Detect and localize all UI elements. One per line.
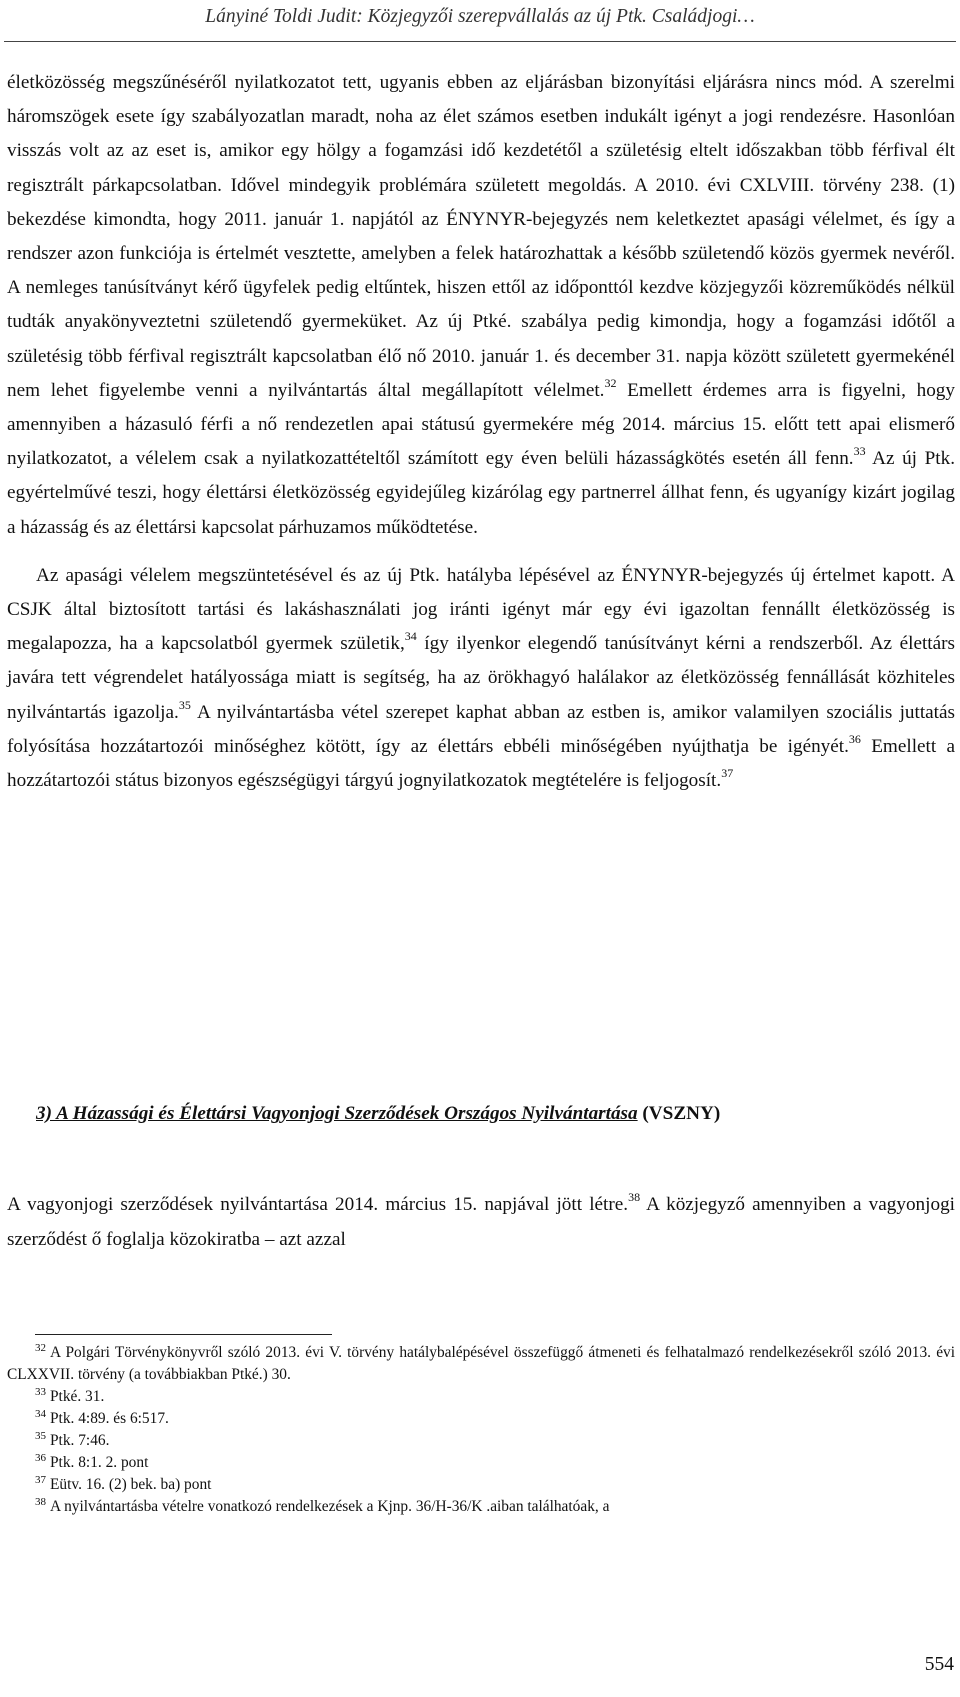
footnote-number: 34: [35, 1408, 46, 1420]
section-heading: [7, 1097, 955, 1131]
header-divider: [4, 41, 956, 42]
section-heading-title: 3) A Házassági és Élettársi Vagyonjogi Szerződések Országos Nyilvántartása: [36, 1103, 638, 1124]
footnote-ref-33[interactable]: 33: [853, 444, 866, 459]
paragraph-1-part-a: életközösség megszűnéséről nyilatkozatot tett, ugyanis ebben az eljárásban bizonyítási eljárásra nincs mód. A szerelmi háromszögek esete így szabályozatlan maradt, noha az élet számos esetben indukált igényt a jogi rendezésre. Hasonlóan visszás volt az az eset is, amikor egy hölgy a fogamzási idő kezdetétől a születésig eltelt időszakban több férfival élt regisztrált párkapcsolatban. Idővel mindegyik problémára született megoldás. A 2010. évi CXLVIII. törvény 238. (1) bekezdése kimondta, hogy 2011. január 1. napjától az ÉNYNYR-bejegyzés nem keletkeztet apasági vélelmet, és így a rendszer azon funkciója is értelmét vesztette, amelyben a felek határozhattak a később születendő közös gyermek nevéről. A nemleges tanúsítványt kérő ügyfelek pedig eltűntek, hiszen ettől az időponttól kezdve közjegyzői közreműködés nélkül tudták anyakönyveztetni születendő gyermeküket. Az új Ptké. szabálya pedig kimondja, hogy a fogamzási időtől a születésig több férfival regisztrált kapcsolatban élő nő 2010. január 1. és december 31. napja között született gyermekénél nem lehet figyelembe venni a nyilvántartás által megállapított vélelmet.: [7, 72, 955, 401]
paragraph-2-part-b: így ilyenkor elegendő tanúsítványt kérni a rendszerből. Az élettárs javára tett végrendelet hatályossága miatt is segítség, ha az örökhagyó halálakor az életközösség fennállását közhiteles nyilvántartás igazolja.: [7, 633, 955, 723]
footnote-38: [7, 1496, 955, 1518]
footnote-35: [7, 1430, 955, 1452]
body-text: [7, 66, 955, 798]
footnote-number: 35: [35, 1430, 46, 1442]
paragraph-3-part-b: A közjegyző amennyiben a vagyonjogi szerződést ő foglalja közokiratba – azt azzal: [7, 1194, 955, 1250]
footnote-text: Ptk. 8:1. 2. pont: [50, 1454, 149, 1471]
paragraph-3-part-a: A vagyonjogi szerződések nyilvántartása 2014. március 15. napjával jött létre.: [7, 1194, 629, 1215]
footnote-divider: [35, 1334, 332, 1335]
footnote-number: 38: [35, 1496, 46, 1508]
footnote-text: Ptké. 31.: [50, 1388, 105, 1405]
running-header: Lányiné Toldi Judit: Közjegyzői szerepvállalás az új Ptk. Családjogi…: [205, 6, 755, 27]
footnote-text: Eütv. 16. (2) bek. ba) pont: [50, 1476, 212, 1493]
footnote-ref-38[interactable]: 38: [628, 1190, 641, 1204]
footnote-34: [7, 1408, 955, 1430]
paragraph-1-part-b: Emellett érdemes arra is figyelni, hogy amennyiben a házasuló férfi a nő rendezetlen apai státusú gyermekére még 2014. március 15. előtt tett apai elismerő nyilatkozatot, a vélelem csak a nyilatkozattételtől számított egy éven belüli házasságkötés esetén áll fenn.: [7, 379, 955, 470]
paragraph-1: [7, 66, 955, 545]
footnote-text: Ptk. 7:46.: [50, 1432, 110, 1449]
footnote-36: [7, 1452, 955, 1474]
paragraph-1-part-c: Az új Ptk. egyértelművé teszi, hogy élettársi életközösség egyidejűleg kizárólag egy partnerrel állhat fenn, és ugyanígy kizárt jogilag a házasság és az élettársi kapcsolat párhuzamos működtetése.: [7, 448, 955, 538]
footnote-number: 33: [35, 1386, 46, 1398]
paragraph-2-part-c: A nyilvántartásba vétel szerepet kaphat abban az estben is, amikor valamilyen szociális juttatás folyósítása hozzátartozói minőséghez kötött, így az élettárs ebbéli minőségében nyújthatja be igényét.: [7, 701, 955, 757]
footnote-32: [7, 1342, 955, 1386]
footnote-ref-37[interactable]: 37: [721, 766, 734, 781]
footnote-ref-32[interactable]: 32: [604, 375, 617, 390]
paragraph-3: [7, 1187, 955, 1257]
page-number: 554: [924, 1654, 954, 1675]
footnote-number: 32: [35, 1342, 46, 1354]
section-heading-abbrev: (VSZNY): [642, 1103, 721, 1124]
footnote-ref-35[interactable]: 35: [178, 697, 191, 712]
footnote-text: A nyilvántartásba vételre vonatkozó rendelkezések a Kjnp. 36/H-36/K .aiban találhatóak, a: [50, 1498, 610, 1515]
footnote-number: 36: [35, 1452, 46, 1464]
footnote-number: 37: [35, 1474, 46, 1486]
footnote-37: [7, 1474, 955, 1496]
footnote-ref-36[interactable]: 36: [848, 731, 861, 746]
footnotes: [7, 1342, 955, 1518]
footnote-text: Ptk. 4:89. és 6:517.: [50, 1410, 169, 1427]
paragraph-2-part-a: Az apasági vélelem megszüntetésével és az új Ptk. hatályba lépésével az ÉNYNYR-bejegyzés új értelmet kapott. A CSJK által biztosított tartási és lakáshasználati jog iránti igényt már egy évi igazoltan fennállt életközösség is megalapozza, ha a kapcsolatból gyermek születik,: [7, 564, 955, 655]
footnote-ref-34[interactable]: 34: [404, 629, 417, 644]
paragraph-2: [7, 559, 955, 798]
footnote-text: A Polgári Törvénykönyvről szóló 2013. évi V. törvény hatálybalépésével összefüggő átmeneti és felhatalmazó rendelkezésekről szóló 2013. évi CLXXVII. törvény (a továbbiakban Ptké.) 30.: [7, 1344, 955, 1383]
footnote-33: [7, 1386, 955, 1408]
paragraph-2-part-d: Emellett a hozzátartozói státus bizonyos egészségügyi tárgyú jognyilatkozatok megtételére is feljogosít.: [7, 735, 955, 792]
